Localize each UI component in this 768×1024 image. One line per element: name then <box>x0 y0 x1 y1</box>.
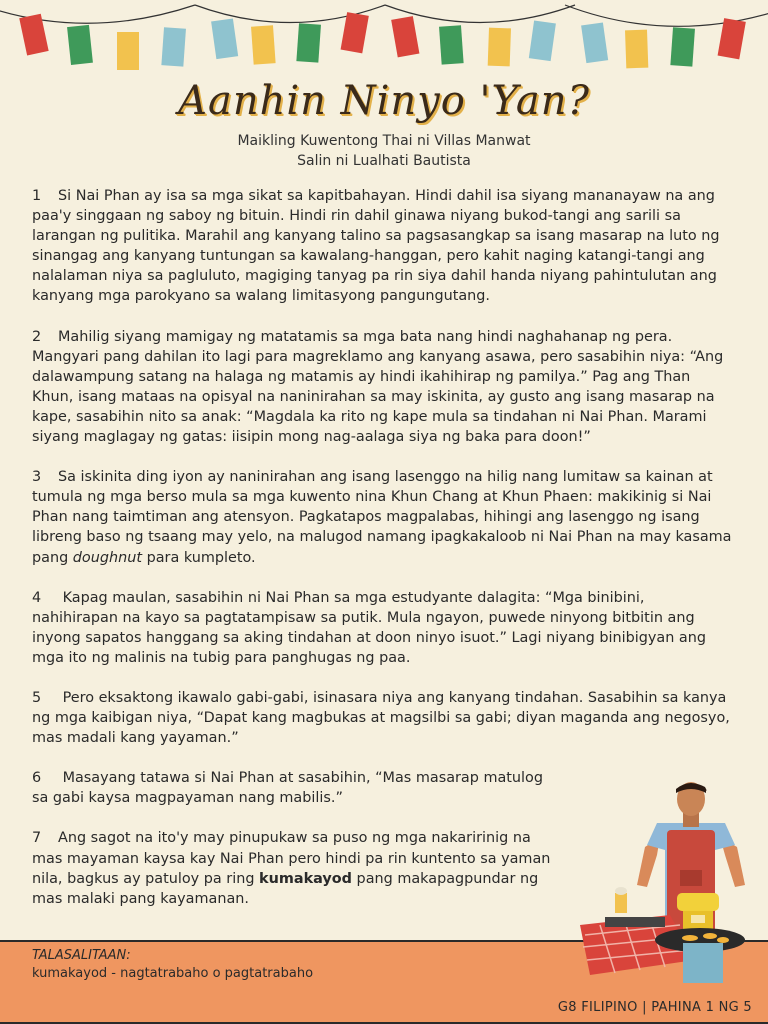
vocab-entry: kumakayod - nagtatrabaho o pagtatrabaho <box>32 966 314 981</box>
food-vendor-illustration <box>565 775 768 995</box>
stool <box>677 893 719 933</box>
paragraph-6: 6 Masayang tatawa si Nai Phan at sasabihin, “Mas masarap matulog sa gabi kaysa magpayaman nang mabilis.” <box>32 770 543 807</box>
paragraph-4: 4 Kapag maulan, sasabihin ni Nai Phan sa mga estudyante dalagita: “Mga binibini, nahihirapan na kayo sa pagtatampisaw sa putik. Mula ngayon, puwede ninyong bitbitin ang inyong sapatos hanggang sa aking tindahan at doon ninyo isuot.” Lagi niyang binibigyan ang mga ito ng malinis na tubig para panghugas ng paa. <box>32 589 706 666</box>
bunting-flag <box>161 27 186 66</box>
translator-credit: Salin ni Lualhati Bautista <box>297 153 471 169</box>
bunting-flag <box>296 23 321 62</box>
bunting-flag <box>341 12 369 53</box>
paragraph-7: 7 Ang sagot na ito'y may pinupukaw sa puso ng mga nakaririnig na mas mayaman kaysa kay Nai Phan pero hindi pa rin kuntento sa yaman nila, bagkus ay patuloy pa ring kumakayod pang makapagpundar ng mas malaki pang kayamanan. <box>32 830 551 907</box>
bunting-flag <box>211 18 238 59</box>
bunting-flag <box>488 28 511 67</box>
paragraph-5: 5 Pero eksaktong ikawalo gabi-gabi, isinasara niya ang kanyang tindahan. Sasabihin sa kanya ng mga kaibigan niya, “Dapat kang magbukas at magsilbi sa gabi; diyan maganda ang negosyo, mas madali kang yayaman.” <box>32 689 730 747</box>
bunting-flag <box>581 22 608 63</box>
bunting-flag <box>439 25 464 64</box>
vocab-heading: TALASALITAAN: <box>32 948 131 963</box>
bunting-flag <box>718 18 746 59</box>
page-info: G8 FILIPINO | PAHINA 1 NG 5 <box>557 1000 752 1015</box>
paragraph-1: 1 Si Nai Phan ay isa sa mga sikat sa kapitbahayan. Hindi dahil isa siyang mananayaw na ang paa'y singgaan ng saboy ng bituin. Hindi rin dahil ginawa niyang bukod-tangi ang sarili sa larangan ng pulitika. Marahil ang kanyang talino sa pagsasangkap sa isang masarap na luto ng sinangag ang kanyang tuntungan sa kawalang-hanggan, pero kahit naging katangi-tangi ang nalalaman niya sa pagluluto, magiging tanyag pa rin siya dahil handa niyang pahintulutan ang kanyang mga parokyano sa walang limitasyong pangungutang. <box>32 188 720 305</box>
paragraph-3: 3 Sa iskinita ding iyon ay naninirahan ang isang lasenggo na hilig nang lumitaw sa kainan at tumula ng mga berso mula sa mga kuwento nina Khun Chang at Khun Phaen: makikinig si Nai Phan nang taimtiman ang atensyon. Pagkatapos magpalabas, hihingi ang lasenggo ng isang libreng baso ng tsaang may yelo, na malugod namang ipagkakaloob ni Nai Phan na may kasama pang doughnut para kumpleto. <box>32 469 732 566</box>
bunting-flag <box>670 27 695 66</box>
bunting-flag <box>117 32 139 70</box>
bunting-flag <box>391 16 419 57</box>
bunting-flag <box>625 30 648 69</box>
bunting-flag <box>67 25 93 65</box>
subtitle: Maikling Kuwentong Thai ni Villas Manwat <box>237 133 531 149</box>
paragraph-2: 2 Mahilig siyang mamigay ng matatamis sa mga bata nang hindi naghahanap ng pera. Mangyari pang dahilan ito lagi para magreklamo ang kanyang asawa, pero sasabihin niya: “Ang dalawampung satang na halaga ng matamis ay hindi ikahihirap ng pamilya.” Pag ang Than Khun, isang mataas na opisyal na naninirahan sa may iskinita, ay gusto ang isang masarap na kape, sasabihin nito sa anak: “Magdala ka rito ng kape mula sa tindahan ni Nai Phan. Marami siyang maglagay ng gatas: iisipin mong nag-aalaga siya ng baka para doon!” <box>32 328 724 446</box>
bunting-flag <box>251 25 276 64</box>
page-title: Aanhin Ninyo 'Yan? <box>178 78 590 124</box>
bunting-flag <box>529 20 556 61</box>
